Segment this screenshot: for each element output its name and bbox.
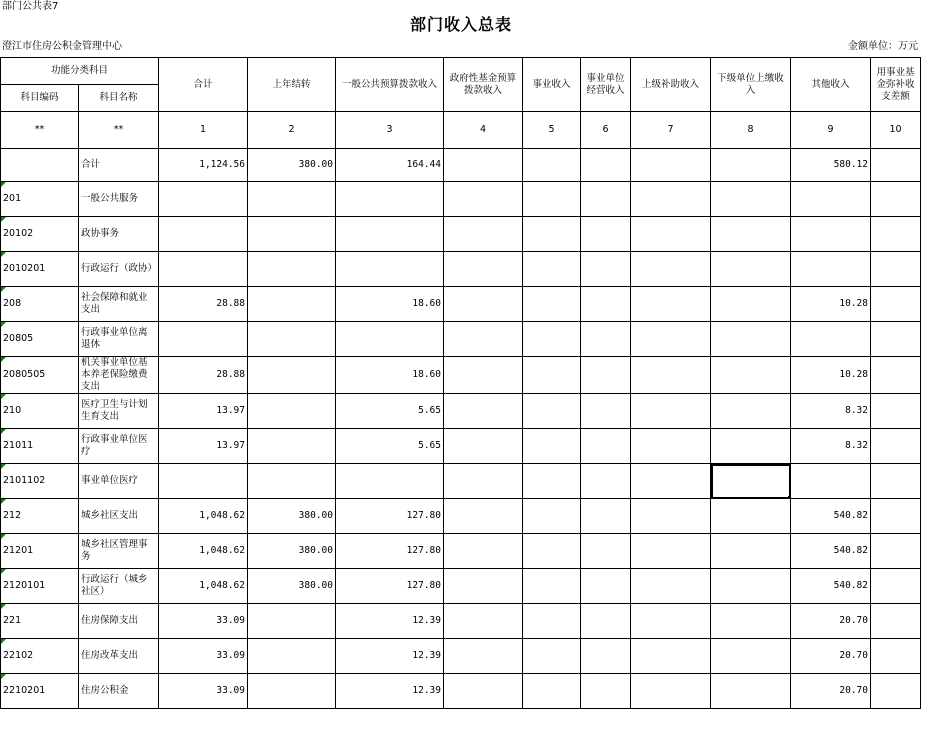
amount-cell[interactable] (791, 182, 871, 217)
amount-cell[interactable] (336, 252, 444, 287)
subject-code-cell[interactable]: 2101102 (1, 464, 79, 499)
amount-cell[interactable] (711, 674, 791, 709)
subject-code-cell[interactable]: 2210201 (1, 674, 79, 709)
amount-cell[interactable] (631, 429, 711, 464)
amount-cell[interactable] (711, 499, 791, 534)
amount-cell[interactable]: 20.70 (791, 639, 871, 674)
amount-cell[interactable] (523, 357, 581, 394)
amount-cell[interactable]: 5.65 (336, 394, 444, 429)
index-cell[interactable]: ** (1, 112, 79, 149)
amount-cell[interactable] (523, 534, 581, 569)
amount-cell[interactable]: 127.80 (336, 534, 444, 569)
amount-cell[interactable] (523, 429, 581, 464)
amount-cell[interactable] (871, 149, 921, 182)
index-cell[interactable]: 8 (711, 112, 791, 149)
subject-name-cell[interactable]: 事业单位医疗 (79, 464, 159, 499)
subject-name-cell[interactable]: 住房保障支出 (79, 604, 159, 639)
amount-cell[interactable] (631, 322, 711, 357)
subject-name-cell[interactable]: 行政事业单位医疗 (79, 429, 159, 464)
table-row (1, 499, 921, 534)
index-cell[interactable]: 9 (791, 112, 871, 149)
amount-cell[interactable]: 1,048.62 (159, 534, 248, 569)
amount-cell[interactable] (444, 149, 523, 182)
amount-cell[interactable] (581, 217, 631, 252)
table-row (1, 182, 921, 217)
amount-cell[interactable] (581, 287, 631, 322)
amount-cell[interactable] (791, 252, 871, 287)
amount-cell[interactable] (523, 499, 581, 534)
amount-cell[interactable]: 127.80 (336, 499, 444, 534)
subject-name-cell[interactable]: 医疗卫生与计划生育支出 (79, 394, 159, 429)
amount-cell[interactable]: 580.12 (791, 149, 871, 182)
amount-cell[interactable] (631, 464, 711, 499)
amount-cell[interactable] (523, 569, 581, 604)
amount-cell[interactable] (248, 217, 336, 252)
amount-cell[interactable] (336, 182, 444, 217)
amount-cell[interactable] (871, 499, 921, 534)
table-row (1, 287, 921, 322)
amount-cell[interactable] (581, 604, 631, 639)
amount-cell[interactable]: 20.70 (791, 604, 871, 639)
subject-code-cell[interactable]: 20805 (1, 322, 79, 357)
table-row (1, 639, 921, 674)
header-col-gov-fund[interactable]: 政府性基金预算拨款收入 (444, 58, 523, 112)
amount-cell[interactable] (631, 357, 711, 394)
index-cell[interactable]: 7 (631, 112, 711, 149)
amount-cell[interactable] (871, 674, 921, 709)
amount-cell[interactable] (871, 217, 921, 252)
page-title: 部门收入总表 (409, 15, 512, 34)
amount-cell[interactable] (711, 149, 791, 182)
amount-cell[interactable] (444, 394, 523, 429)
subject-name-cell[interactable]: 行政运行（政协） (79, 252, 159, 287)
amount-cell[interactable]: 10.28 (791, 357, 871, 394)
amount-cell[interactable]: 33.09 (159, 604, 248, 639)
amount-cell[interactable]: 12.39 (336, 639, 444, 674)
header-col-operating-income[interactable]: 事业单位经营收入 (581, 58, 631, 112)
amount-cell[interactable] (631, 604, 711, 639)
subject-name-cell[interactable]: 政协事务 (79, 217, 159, 252)
table-row (1, 604, 921, 639)
amount-cell[interactable]: 20.70 (791, 674, 871, 709)
amount-cell[interactable] (523, 149, 581, 182)
amount-cell[interactable] (248, 639, 336, 674)
income-summary-table (0, 57, 921, 709)
amount-cell[interactable] (159, 252, 248, 287)
amount-cell[interactable] (581, 357, 631, 394)
amount-cell[interactable] (523, 394, 581, 429)
header-func-group[interactable]: 功能分类科目 (1, 58, 159, 85)
amount-cell[interactable] (871, 322, 921, 357)
amount-cell[interactable] (711, 182, 791, 217)
subject-code-cell[interactable]: 212 (1, 499, 79, 534)
index-cell[interactable]: 2 (248, 112, 336, 149)
amount-cell[interactable] (159, 464, 248, 499)
table-row (1, 217, 921, 252)
amount-cell[interactable] (711, 604, 791, 639)
header-col-other-income[interactable]: 其他收入 (791, 58, 871, 112)
amount-cell[interactable] (444, 217, 523, 252)
amount-cell[interactable]: 380.00 (248, 534, 336, 569)
amount-cell[interactable] (631, 149, 711, 182)
subject-code-cell[interactable]: 221 (1, 604, 79, 639)
header-col-superior-subsidy[interactable]: 上级补助收入 (631, 58, 711, 112)
amount-cell[interactable] (444, 569, 523, 604)
amount-cell[interactable] (711, 429, 791, 464)
amount-cell[interactable] (871, 429, 921, 464)
amount-cell[interactable] (248, 429, 336, 464)
amount-cell[interactable] (871, 182, 921, 217)
index-cell[interactable]: ** (79, 112, 159, 149)
amount-cell[interactable] (871, 534, 921, 569)
amount-cell[interactable] (336, 322, 444, 357)
amount-cell[interactable] (871, 252, 921, 287)
table-row (1, 394, 921, 429)
amount-cell[interactable] (523, 287, 581, 322)
table-row (1, 322, 921, 357)
amount-cell[interactable] (248, 357, 336, 394)
amount-cell[interactable] (444, 287, 523, 322)
index-cell[interactable]: 6 (581, 112, 631, 149)
amount-cell[interactable]: 28.88 (159, 357, 248, 394)
amount-cell[interactable] (871, 357, 921, 394)
amount-cell[interactable] (581, 182, 631, 217)
amount-cell[interactable] (711, 394, 791, 429)
sheet-label: 部门公共表7 (2, 1, 59, 12)
amount-cell[interactable] (711, 322, 791, 357)
header-col-carryover[interactable]: 上年结转 (248, 58, 336, 112)
index-cell[interactable]: 3 (336, 112, 444, 149)
amount-cell[interactable] (444, 604, 523, 639)
amount-cell[interactable] (631, 499, 711, 534)
amount-cell[interactable]: 8.32 (791, 429, 871, 464)
amount-cell[interactable]: 18.60 (336, 287, 444, 322)
index-cell[interactable]: 1 (159, 112, 248, 149)
amount-cell[interactable] (523, 252, 581, 287)
amount-cell[interactable] (871, 639, 921, 674)
amount-cell[interactable] (871, 287, 921, 322)
amount-cell[interactable] (444, 252, 523, 287)
amount-cell[interactable]: 13.97 (159, 429, 248, 464)
subject-code-cell[interactable]: 2010201 (1, 252, 79, 287)
amount-cell[interactable] (523, 604, 581, 639)
unit-name: 澄江市住房公积金管理中心 (2, 41, 122, 52)
amount-cell[interactable]: 33.09 (159, 639, 248, 674)
amount-cell[interactable] (871, 604, 921, 639)
amount-cell[interactable]: 540.82 (791, 499, 871, 534)
subject-name-cell[interactable]: 住房改革支出 (79, 639, 159, 674)
amount-cell[interactable] (581, 322, 631, 357)
amount-cell[interactable] (444, 322, 523, 357)
subject-code-cell[interactable]: 22102 (1, 639, 79, 674)
subject-name-cell[interactable]: 机关事业单位基本养老保险缴费支出 (79, 357, 159, 394)
amount-cell[interactable]: 380.00 (248, 149, 336, 182)
subject-name-cell[interactable]: 合计 (79, 149, 159, 182)
amount-cell[interactable] (631, 394, 711, 429)
amount-cell[interactable] (523, 464, 581, 499)
amount-cell[interactable] (159, 217, 248, 252)
index-cell[interactable]: 10 (871, 112, 921, 149)
subject-code-cell[interactable]: 20102 (1, 217, 79, 252)
amount-cell[interactable] (444, 674, 523, 709)
amount-cell[interactable]: 1,124.56 (159, 149, 248, 182)
amount-cell[interactable] (581, 252, 631, 287)
amount-cell[interactable] (248, 674, 336, 709)
amount-cell[interactable] (711, 217, 791, 252)
amount-cell[interactable] (581, 674, 631, 709)
index-cell[interactable]: 4 (444, 112, 523, 149)
subject-code-cell[interactable]: 210 (1, 394, 79, 429)
amount-cell[interactable] (631, 674, 711, 709)
header-name[interactable]: 科目名称 (79, 85, 159, 112)
amount-cell[interactable]: 1,048.62 (159, 569, 248, 604)
amount-cell[interactable] (581, 149, 631, 182)
amount-cell[interactable] (791, 464, 871, 499)
amount-cell[interactable] (631, 287, 711, 322)
amount-cell[interactable]: 380.00 (248, 499, 336, 534)
amount-cell[interactable] (631, 217, 711, 252)
amount-cell[interactable] (248, 287, 336, 322)
amount-cell[interactable] (248, 604, 336, 639)
amount-cell[interactable] (444, 639, 523, 674)
amount-cell[interactable] (336, 217, 444, 252)
amount-cell[interactable] (581, 429, 631, 464)
amount-unit: 金额单位：万元 (848, 41, 918, 52)
header-col-subordinate-remit[interactable]: 下级单位上缴收入 (711, 58, 791, 112)
header-col-fund-offset[interactable]: 用事业基金弥补收支差额 (871, 58, 921, 112)
amount-cell[interactable]: 540.82 (791, 569, 871, 604)
amount-cell[interactable] (581, 569, 631, 604)
amount-cell[interactable] (523, 182, 581, 217)
amount-cell[interactable] (444, 464, 523, 499)
amount-cell[interactable] (581, 534, 631, 569)
subject-name-cell[interactable]: 社会保障和就业支出 (79, 287, 159, 322)
header-col-general-budget[interactable]: 一般公共预算拨款收入 (336, 58, 444, 112)
table-row (1, 429, 921, 464)
amount-cell[interactable] (248, 322, 336, 357)
subject-code-cell[interactable]: 201 (1, 182, 79, 217)
amount-cell[interactable] (871, 394, 921, 429)
amount-cell[interactable]: 12.39 (336, 604, 444, 639)
header-code[interactable]: 科目编码 (1, 85, 79, 112)
amount-cell[interactable] (581, 499, 631, 534)
amount-cell[interactable] (631, 252, 711, 287)
amount-cell[interactable] (159, 322, 248, 357)
amount-cell[interactable]: 18.60 (336, 357, 444, 394)
amount-cell[interactable] (444, 182, 523, 217)
subject-code-cell[interactable]: 2120101 (1, 569, 79, 604)
table-row (1, 534, 921, 569)
subject-code-cell[interactable]: 21011 (1, 429, 79, 464)
amount-cell[interactable] (631, 182, 711, 217)
subject-code-cell[interactable]: 2080505 (1, 357, 79, 394)
amount-cell[interactable]: 5.65 (336, 429, 444, 464)
amount-cell[interactable] (523, 639, 581, 674)
amount-cell[interactable] (444, 499, 523, 534)
amount-cell[interactable]: 164.44 (336, 149, 444, 182)
amount-cell[interactable] (711, 357, 791, 394)
subject-name-cell[interactable]: 城乡社区支出 (79, 499, 159, 534)
amount-cell[interactable] (791, 217, 871, 252)
amount-cell[interactable]: 13.97 (159, 394, 248, 429)
subject-name-cell[interactable]: 行政运行（城乡社区） (79, 569, 159, 604)
amount-cell[interactable] (444, 429, 523, 464)
header-col-business-income[interactable]: 事业收入 (523, 58, 581, 112)
amount-cell[interactable] (581, 464, 631, 499)
subject-name-cell[interactable]: 行政事业单位离退休 (79, 322, 159, 357)
amount-cell[interactable]: 8.32 (791, 394, 871, 429)
table-row (1, 252, 921, 287)
amount-cell[interactable] (581, 394, 631, 429)
amount-cell[interactable]: 127.80 (336, 569, 444, 604)
amount-cell[interactable] (711, 534, 791, 569)
amount-cell[interactable] (711, 464, 791, 499)
subject-code-cell[interactable] (1, 149, 79, 182)
amount-cell[interactable] (523, 322, 581, 357)
subject-name-cell[interactable]: 住房公积金 (79, 674, 159, 709)
amount-cell[interactable] (248, 182, 336, 217)
amount-cell[interactable]: 1,048.62 (159, 499, 248, 534)
subject-name-cell[interactable]: 一般公共服务 (79, 182, 159, 217)
amount-cell[interactable] (444, 357, 523, 394)
amount-cell[interactable] (248, 464, 336, 499)
amount-cell[interactable] (711, 569, 791, 604)
amount-cell[interactable] (631, 639, 711, 674)
amount-cell[interactable]: 28.88 (159, 287, 248, 322)
amount-cell[interactable] (631, 569, 711, 604)
amount-cell[interactable]: 380.00 (248, 569, 336, 604)
amount-cell[interactable] (523, 674, 581, 709)
subject-code-cell[interactable]: 208 (1, 287, 79, 322)
subject-code-cell[interactable]: 21201 (1, 534, 79, 569)
amount-cell[interactable] (581, 639, 631, 674)
table-row (1, 674, 921, 709)
header-col-total[interactable]: 合计 (159, 58, 248, 112)
table-row (1, 569, 921, 604)
amount-cell[interactable] (159, 182, 248, 217)
amount-cell[interactable] (711, 639, 791, 674)
table-row (1, 357, 921, 394)
index-cell[interactable]: 5 (523, 112, 581, 149)
amount-cell[interactable]: 33.09 (159, 674, 248, 709)
amount-cell[interactable] (871, 464, 921, 499)
amount-cell[interactable]: 12.39 (336, 674, 444, 709)
amount-cell[interactable] (248, 394, 336, 429)
subject-name-cell[interactable]: 城乡社区管理事务 (79, 534, 159, 569)
amount-cell[interactable] (711, 287, 791, 322)
amount-cell[interactable] (871, 569, 921, 604)
amount-cell[interactable]: 540.82 (791, 534, 871, 569)
amount-cell[interactable] (336, 464, 444, 499)
amount-cell[interactable] (631, 534, 711, 569)
amount-cell[interactable] (444, 534, 523, 569)
amount-cell[interactable] (248, 252, 336, 287)
amount-cell[interactable]: 10.28 (791, 287, 871, 322)
amount-cell[interactable] (711, 252, 791, 287)
table-row (1, 149, 921, 182)
amount-cell[interactable] (791, 322, 871, 357)
amount-cell[interactable] (523, 217, 581, 252)
table-row (1, 464, 921, 499)
